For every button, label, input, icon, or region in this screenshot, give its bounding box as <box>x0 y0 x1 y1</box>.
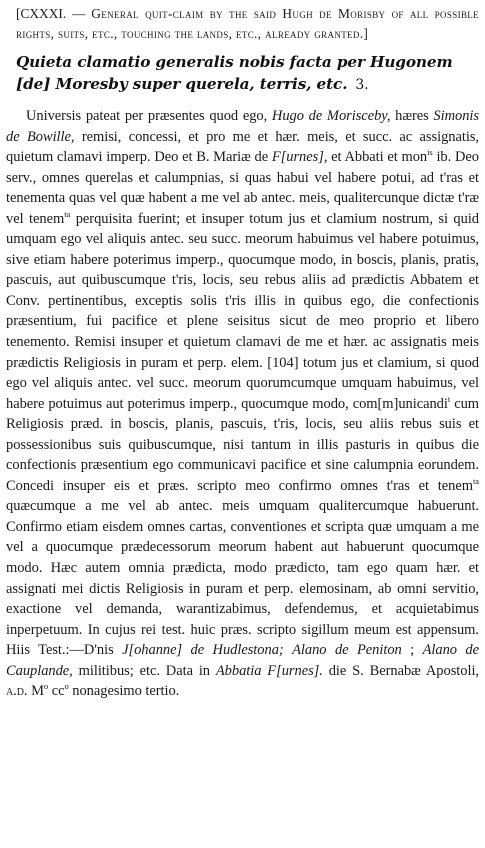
latin-title-page-number: 3. <box>355 76 369 93</box>
latin-title <box>6 52 479 96</box>
body-text-segment: , et Abbati et mon <box>323 149 428 166</box>
heading-dash: — <box>66 6 92 21</box>
witness-name: Alano de Peniton <box>292 642 402 659</box>
place-name: F[urnes] <box>271 149 324 166</box>
latin-title-text: Quieta clamatio generalis nobis facta per Hugonem [de] Moresby super querela, terris, etc. <box>16 53 453 93</box>
body-text-segment: cc <box>48 683 65 700</box>
body-text-segment: M <box>27 683 44 700</box>
person-name: Hugo de Morisceby, <box>271 108 391 124</box>
body-text-segment: quæcumque a me vel ab antec. meis umquam qualitercumque habuerunt. Confirmo etiam eisdem omnes cartas, conventiones et scripta quæ umquam a me vel a quocumque prædecessorum meorum habent aut habuerunt quocumque modo. Hæc autem omnia prædicta, modo prædicto, tam ego quam hær. et assignati mei dictis Religiosis in puram et perp. elemosinam, ab omni servitio, exactione vel demanda, warantizabimus, defendemus, et acquietabimus inperpetuum. In cujus rei test. huic præs. scripto sigillum meum est appensum. Hiis Test.:—D'nis <box>6 498 479 659</box>
body-text-segment: nonagesimo tertio. <box>68 683 180 700</box>
witness-name: J[ohanne] de Hudlestona; <box>122 642 284 659</box>
body-text-segment: remisi, concessi, et pro me et hær. meis, et succ. ac assignatis, quietum clamavi imperp. Deo et B. Mariæ de <box>6 128 480 166</box>
charter-heading <box>6 4 479 43</box>
superscript-abbrev: o <box>43 681 49 692</box>
body-text-segment: hæres <box>390 108 434 124</box>
place-name: Abbatia F[urnes]. <box>215 662 323 679</box>
superscript-abbrev: t <box>447 393 451 404</box>
superscript-abbrev: ta <box>64 208 71 219</box>
body-text-segment: die S. Bernabæ Apostoli, <box>322 662 479 679</box>
charter-body-text <box>6 106 479 702</box>
body-text-segment: perquisita fuerint; et insuper totum jus et clamium nostrum, si quid umquam ego vel aliquis antec. seu succ. meorum habuimus vel habere potuimus, sive etiam habere poterimus imperp., quocumque modo, in boscis, planis, pratis, pascuis, aut quibuscumque t'ris, locis, seu rebus aliis ad prædictis Abbatem et Conv. pertinentibus, exceptis solis t'ris illis in quibus ego, die confectionis præsentium, fui pacifice et plene seisitus sicut de meo proprio et libero tenemento. Remisi insuper et quietum clamavi de me et hær. ac assignatis meis prædictis Religiosis in puram et perp. elem. [104] totum jus et clamium, si quod ego vel aliquis antec. vel succ. meorum quorumcumque umquam habuimus, vel habere potuimus aut poterimus imperp., quocumque modo, com[m]unicandi <box>6 210 479 412</box>
superscript-abbrev: o <box>64 681 69 692</box>
body-text-segment: ; <box>401 642 423 659</box>
superscript-abbrev: ta <box>472 475 479 486</box>
charter-number: [CXXXI. <box>16 6 67 21</box>
body-text-segment: militibus; etc. Data in <box>72 662 216 679</box>
body-text-segment: ib. Deo serv., omnes querelas et calumpnias, si quas habui vel habere potui, ad t'ras et tenementa quas vel quæ habent a me vel ab antec. meis, qualitercunque dictæ t'ræ vel tenem <box>6 149 479 227</box>
anno-domini: a.d. <box>6 683 28 700</box>
body-text-segment <box>284 642 292 658</box>
superscript-abbrev: is <box>427 147 433 158</box>
witness-name: Alano de Cauplande, <box>6 642 480 679</box>
body-text-segment: Universis pateat per præsentes quod ego, <box>26 108 272 124</box>
person-name: Simonis de Bowille, <box>6 108 479 145</box>
body-text-segment: cum Religiosis præd. in boscis, planis, pascuis, t'ris, locis, seu aliis rebus suis et possessionibus suis quibuscumque, nisi tantum in illis pasturis in quibus die confectionis præsentium ego communicavi pacifice et sine calumpnia eorundem. Concedi insuper eis et præs. scripto meo confirmo omnes t'ras et tenem <box>6 395 480 494</box>
heading-summary: General quit-claim by the said Hugh de Morisby of all possible rights, suits, etc., touching the lands, etc., already granted.] <box>16 6 479 41</box>
